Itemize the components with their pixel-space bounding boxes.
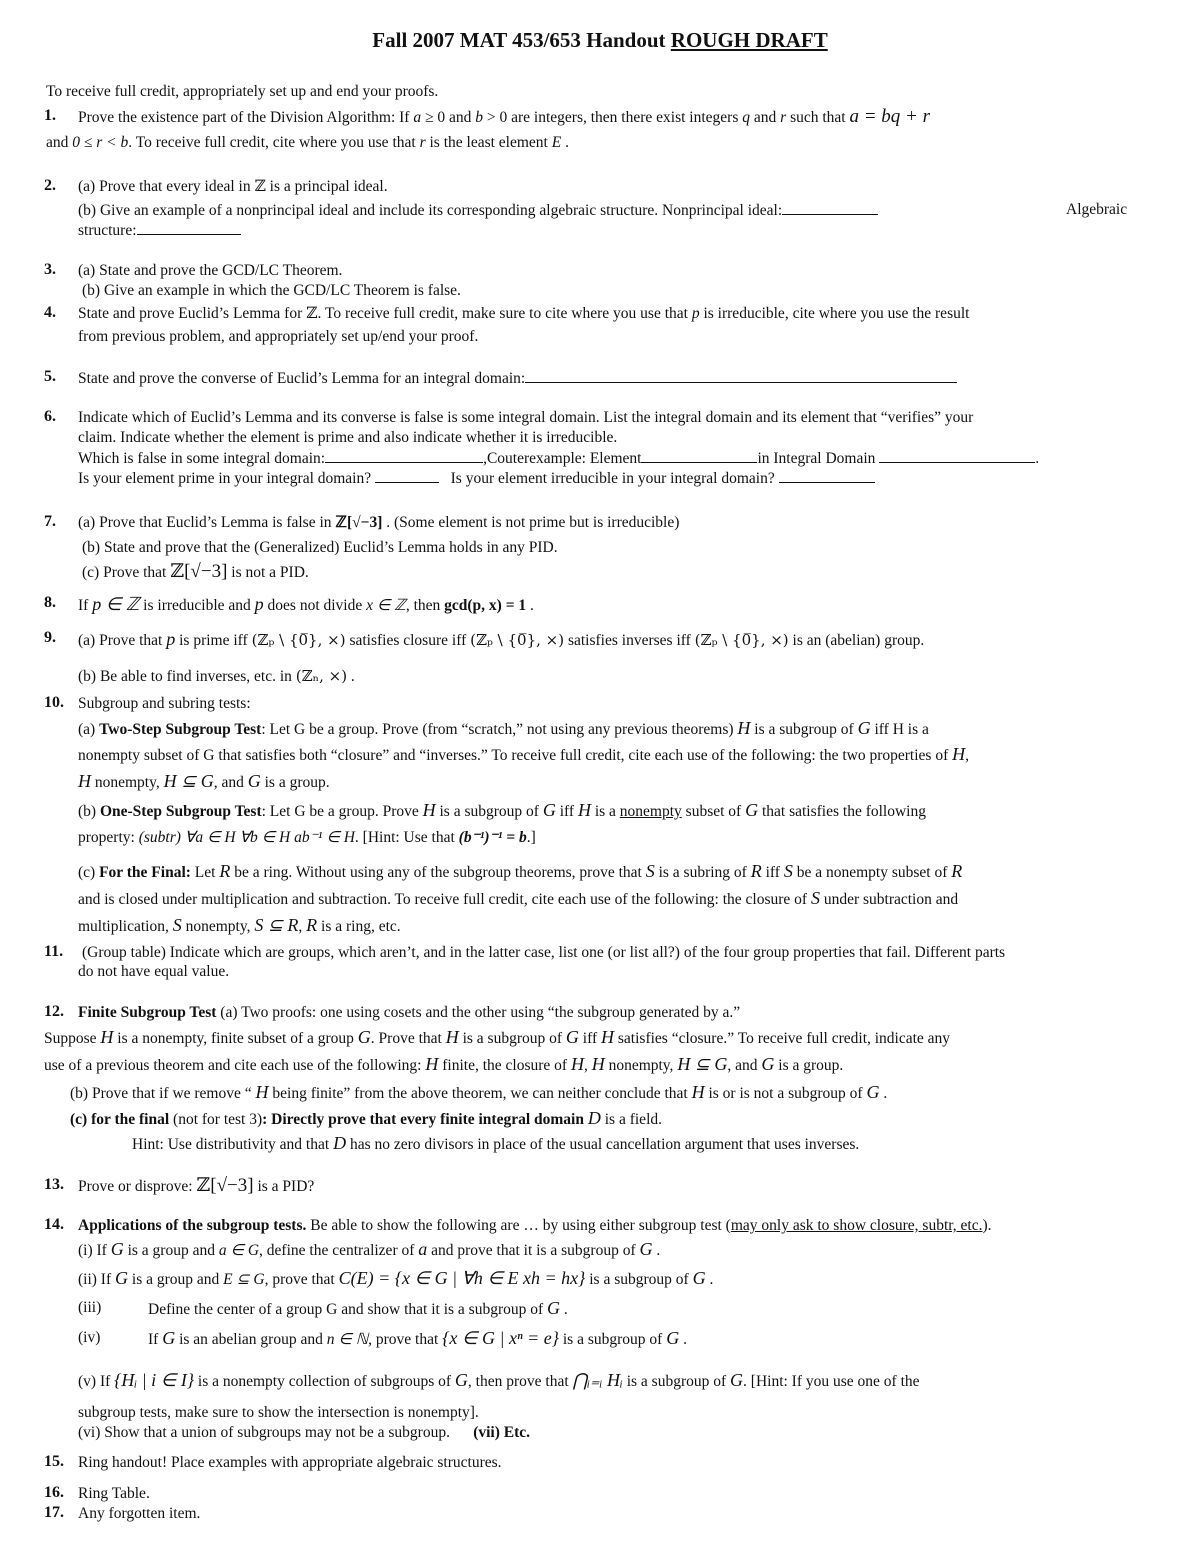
q12-line2: Suppose H is a nonempty, finite subset of a group G. Prove that H is a subgroup of G iff H satisfies “closure.” To receive full credit, indicate any — [44, 1027, 951, 1047]
q2-algebraic: Algebraic — [1066, 201, 1128, 218]
q7-line3: (c) Prove that ℤ[√−3] is not a PID. — [82, 561, 309, 582]
item-number: 11. — [44, 943, 64, 960]
intro-text: To receive full credit, appropriately set up and end your proofs. — [46, 83, 439, 100]
q16-line: Ring Table. — [78, 1485, 150, 1502]
q14-i: (i) If G is a group and a ∈ G, define the centralizer of a and prove that it is a subgroup of G . — [78, 1239, 661, 1259]
q14-head: Applications of the subgroup tests. Be able to show the following are … by using either subgroup test (may only ask to show closure, subtr, etc.). — [78, 1217, 992, 1234]
q14-iii-num: (iii) — [78, 1299, 102, 1316]
q10a-line2: nonempty subset of G that satisfies both “closure” and “inverses.” To receive full credit, cite each use of the following: the two properties of H, — [78, 744, 969, 764]
item-number: 2. — [44, 177, 56, 194]
q12-line3: use of a previous theorem and cite each use of the following: H finite, the closure of H, H nonempty, H ⊆ G, and G is a group. — [44, 1054, 844, 1074]
q9-line2: (b) Be able to find inverses, etc. in (ℤₙ, ×) . — [78, 667, 355, 685]
q4-line2: from previous problem, and appropriately set up/end your proof. — [78, 328, 479, 345]
item-number: 14. — [44, 1216, 64, 1233]
q17-line: Any forgotten item. — [78, 1505, 201, 1522]
q5-line: State and prove the converse of Euclid’s Lemma for an integral domain: — [78, 368, 957, 389]
q13-line: Prove or disprove: ℤ[√−3] is a PID? — [78, 1175, 315, 1196]
q2-line3: structure: — [78, 220, 241, 241]
q10a-line1: (a) Two-Step Subgroup Test: Let G be a group. Prove (from “scratch,” not using any previous theorems) H is a subgroup of G iff H is a — [78, 718, 929, 738]
q7-line1: (a) Prove that Euclid’s Lemma is false in ℤ[√−3] . (Some element is not prime but is irreducible) — [78, 514, 680, 531]
q10b-line2: property: (subtr) ∀a ∈ H ∀b ∈ H ab⁻¹ ∈ H. [Hint: Use that (b⁻¹)⁻¹ = b.] — [78, 829, 536, 846]
q2-line2: (b) Give an example of a nonprincipal ideal and include its corresponding algebraic structure. Nonprincipal ideal: — [78, 200, 878, 221]
q11-line2: do not have equal value. — [78, 963, 230, 980]
q10a-line3: H nonempty, H ⊆ G, and G is a group. — [78, 771, 330, 791]
q15-line: Ring handout! Place examples with appropriate algebraic structures. — [78, 1454, 502, 1471]
q7-line2: (b) State and prove that the (Generalized) Euclid’s Lemma holds in any PID. — [82, 539, 558, 556]
q6-line1: Indicate which of Euclid’s Lemma and its converse is false is some integral domain. List the integral domain and its element that “verifies” your — [78, 409, 974, 426]
item-number: 10. — [44, 694, 64, 711]
q8-line: If p ∈ ℤ is irreducible and p does not divide x ∈ ℤ, then gcd(p, x) = 1 . — [78, 594, 534, 614]
q2-line1: (a) Prove that every ideal in ℤ is a principal ideal. — [78, 178, 388, 195]
item-number: 8. — [44, 594, 56, 611]
q6-line2: claim. Indicate whether the element is prime and also indicate whether it is irreducible. — [78, 429, 618, 446]
item-number: 1. — [44, 107, 56, 124]
q14-v: (v) If {Hᵢ | i ∈ I} is a nonempty collection of subgroups of G, then prove that ⋂ᵢ₌ᵢ Hᵢ is a subgroup of G. [Hint: If you use one of the — [78, 1370, 920, 1390]
item-number: 5. — [44, 368, 56, 385]
q3-line2: (b) Give an example in which the GCD/LC Theorem is false. — [82, 282, 461, 299]
q14-ii: (ii) If G is a group and E ⊆ G, prove that C(E) = {x ∈ G | ∀h ∈ E xh = hx} is a subgroup of G . — [78, 1268, 714, 1288]
q10-head: Subgroup and subring tests: — [78, 695, 251, 712]
item-number: 9. — [44, 629, 56, 646]
item-number: 12. — [44, 1003, 64, 1020]
q12-line6: Hint: Use distributivity and that D has no zero divisors in place of the usual cancellation argument that uses inverses. — [132, 1133, 860, 1153]
q1-line2: and 0 ≤ r < b. To receive full credit, cite where you use that r is the least element E . — [46, 134, 569, 151]
item-number: 17. — [44, 1504, 64, 1521]
q10c-line2: and is closed under multiplication and subtraction. To receive full credit, cite each use of the following: the closure of S under subtraction and — [78, 888, 959, 908]
q11-line1: (Group table) Indicate which are groups, which aren’t, and in the latter case, list one (or list all?) of the four group properties that fail. Different parts — [82, 944, 1006, 961]
q6-line3: Which is false in some integral domain: ,Couterexample: Element in Integral Domain . — [78, 450, 1040, 467]
q14-iv-num: (iv) — [78, 1329, 101, 1346]
q12-line4: (b) Prove that if we remove “ H being finite” from the above theorem, we can neither conclude that H is or is not a subgroup of G . — [70, 1082, 888, 1102]
q6-line4: Is your element prime in your integral domain? Is your element irreducible in your integral domain? — [78, 468, 875, 489]
q12-line5: (c) for the final (not for test 3): Directly prove that every finite integral domain D is a field. — [70, 1108, 662, 1128]
q14-vi: (vi) Show that a union of subgroups may not be a subgroup. (vii) Etc. — [78, 1424, 531, 1441]
item-number: 6. — [44, 408, 56, 425]
q10c-line1: (c) For the Final: Let R be a ring. Without using any of the subgroup theorems, prove that S is a subring of R iff S be a nonempty subset of R — [78, 861, 963, 881]
q14-v-2: subgroup tests, make sure to show the intersection is nonempty]. — [78, 1404, 479, 1421]
item-number: 4. — [44, 304, 56, 321]
q10c-line3: multiplication, S nonempty, S ⊆ R, R is a ring, etc. — [78, 915, 401, 935]
q14-iv: If G is an abelian group and n ∈ ℕ, prove that {x ∈ G | xⁿ = e} is a subgroup of G . — [148, 1328, 687, 1348]
q12-head: Finite Subgroup Test (a) Two proofs: one using cosets and the other using “the subgroup generated by a.” — [78, 1004, 741, 1021]
q4-line1: State and prove Euclid’s Lemma for ℤ. To receive full credit, make sure to cite where you use that p is irreducible, cite where you use the result — [78, 305, 970, 322]
q9-line1: (a) Prove that p is prime iff (ℤₚ \ {0̅}, ×) satisfies closure iff (ℤₚ \ {0̅}, ×) satisfies inverses iff (ℤₚ \ {0̅}, ×) is an (abelian) group. — [78, 629, 925, 649]
page-title: Fall 2007 MAT 453/653 Handout ROUGH DRAFT — [372, 28, 828, 52]
item-number: 15. — [44, 1453, 64, 1470]
q14-iii: Define the center of a group G and show that it is a subgroup of G . — [148, 1298, 568, 1318]
item-number: 13. — [44, 1176, 64, 1193]
q3-line1: (a) State and prove the GCD/LC Theorem. — [78, 262, 343, 279]
item-number: 16. — [44, 1484, 64, 1501]
q1-line1: Prove the existence part of the Division Algorithm: If a ≥ 0 and b > 0 are integers, then there exist integers q and r such that a = bq + r — [78, 106, 931, 127]
item-number: 7. — [44, 513, 56, 530]
q10b-line1: (b) One-Step Subgroup Test: Let G be a group. Prove H is a subgroup of G iff H is a nonempty subset of G that satisfies the following — [78, 800, 926, 820]
item-number: 3. — [44, 261, 56, 278]
